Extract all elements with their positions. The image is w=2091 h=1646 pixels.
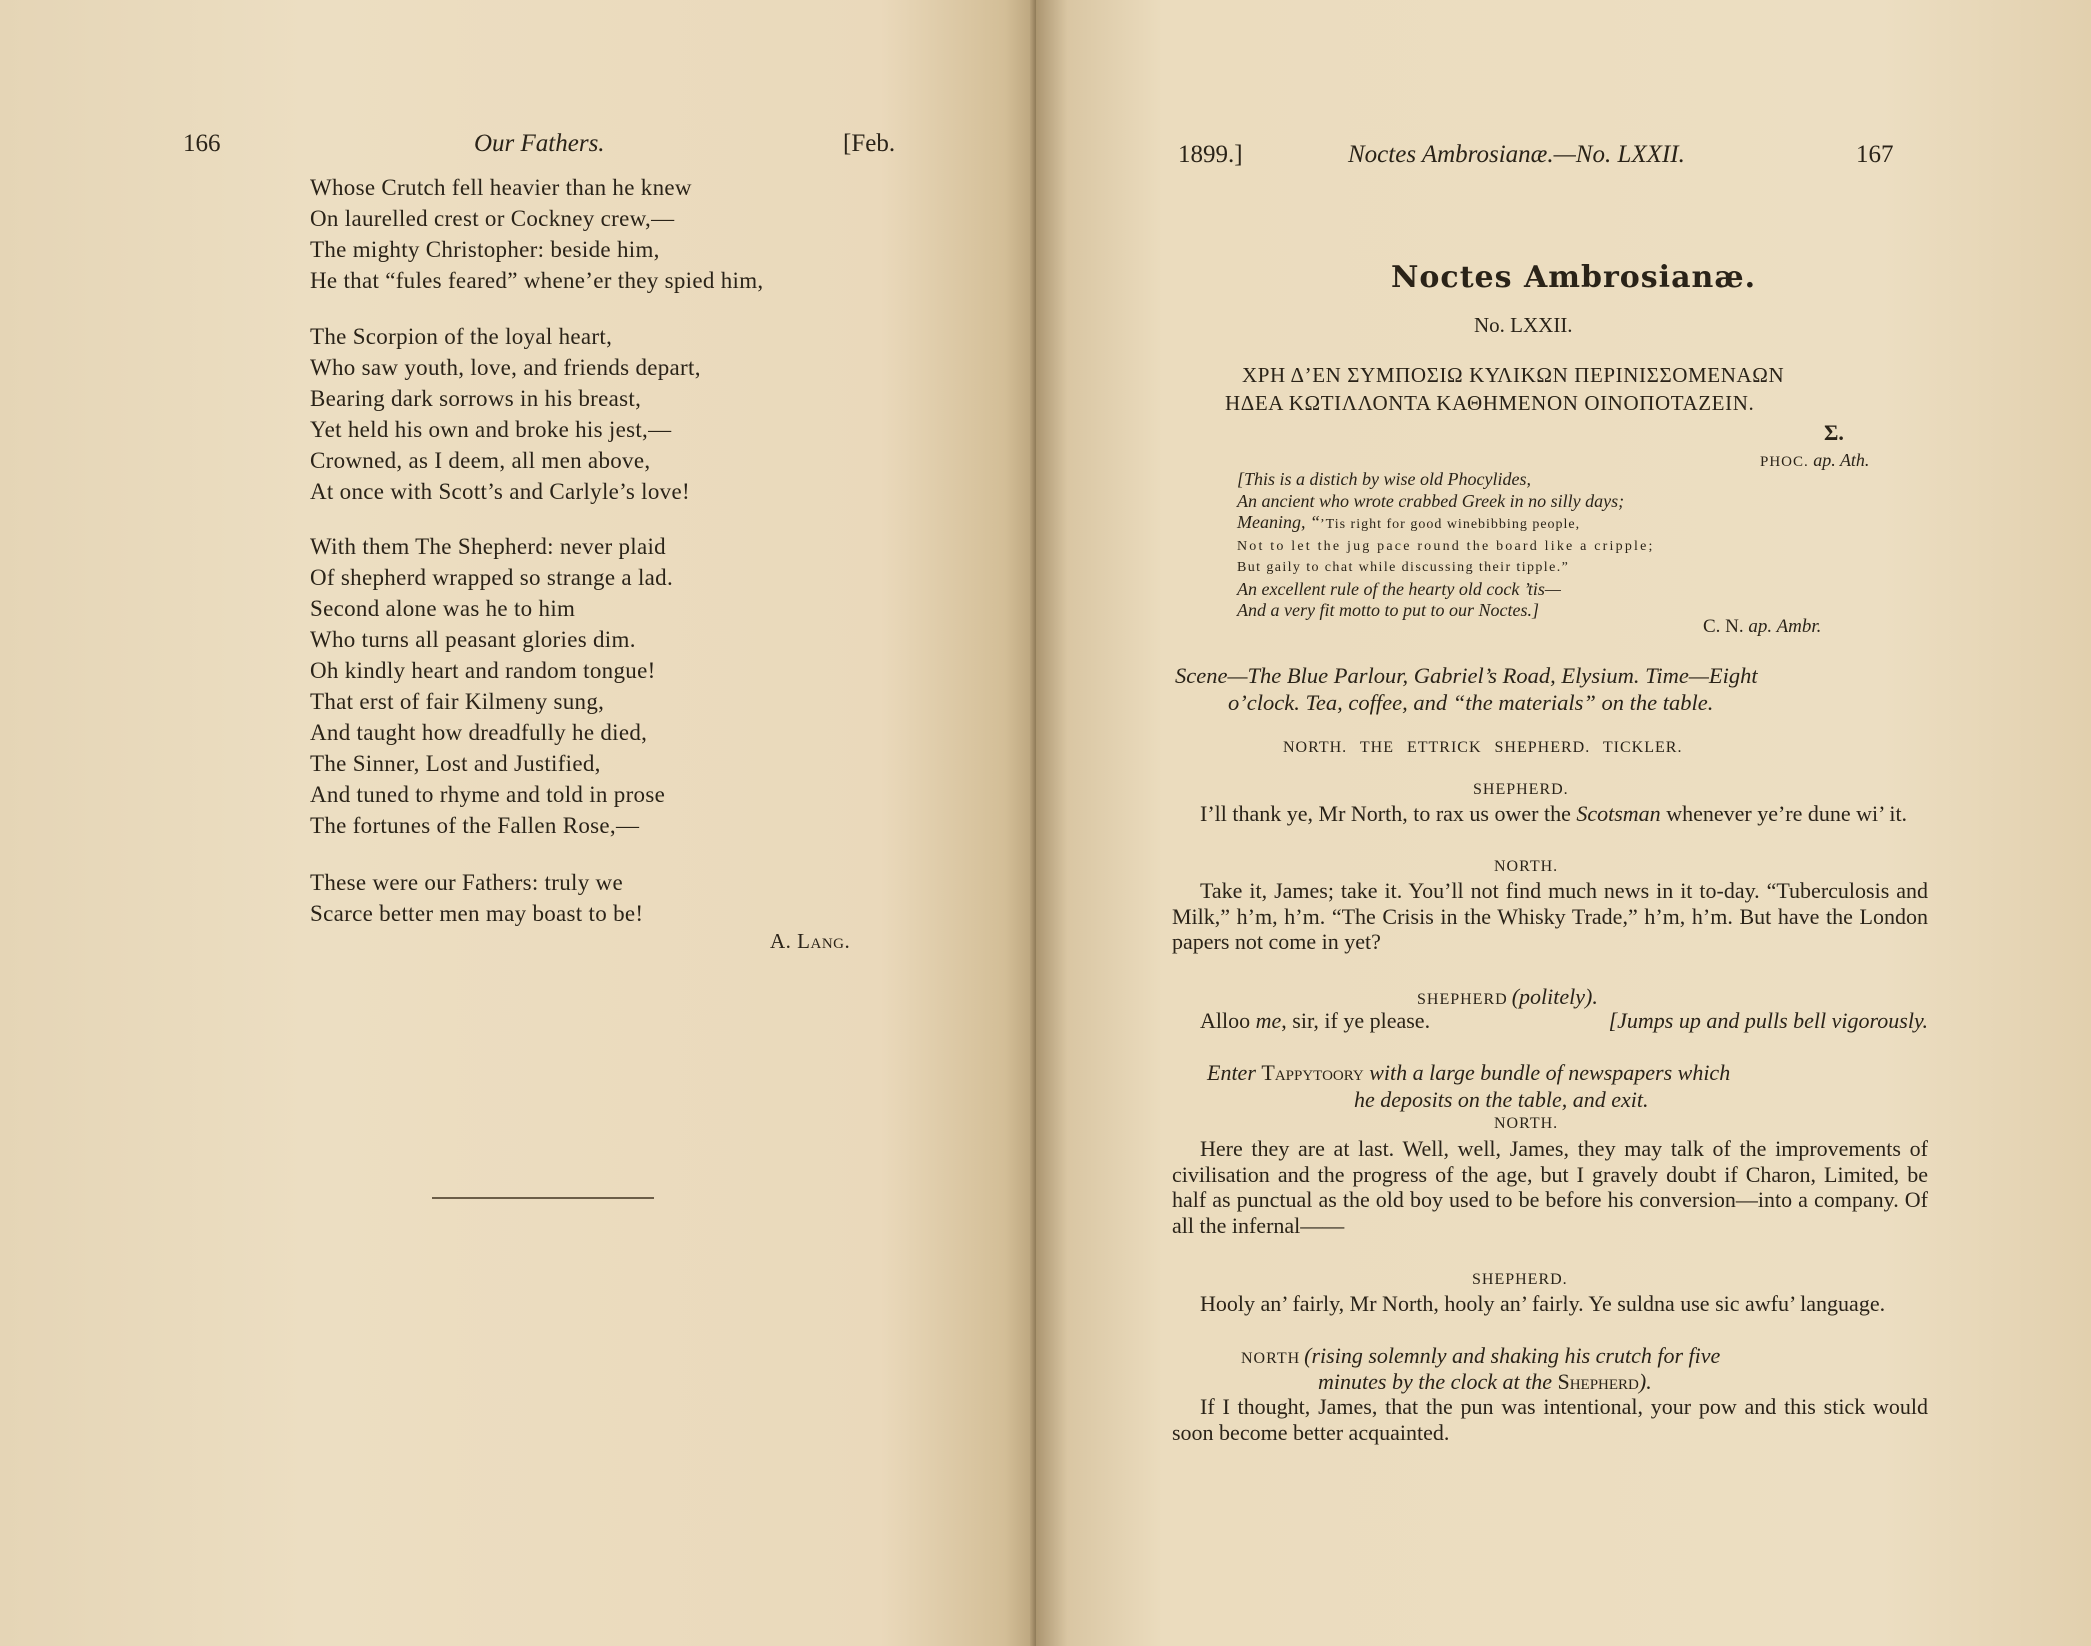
poem-line: On laurelled crest or Cockney crew,—: [310, 206, 675, 231]
epigraph-line: An excellent rule of the hearty old cock ’tis—: [1237, 578, 1561, 599]
epigraph-line: And a very fit motto to put to our Noctes.]: [1237, 600, 1539, 620]
right-running-title: Noctes Ambrosianæ.—No. LXXII.: [1348, 141, 1685, 168]
attribution-north: [1703, 616, 1821, 638]
poem-line: Who turns all peasant glories dim.: [310, 627, 636, 652]
poem-line: Oh kindly heart and random tongue!: [310, 658, 656, 683]
poem-line: The Scorpion of the loyal heart,: [310, 324, 613, 349]
poem-stanza-3: [310, 531, 673, 841]
entrance-text: with a large bundle of newspapers which: [1363, 1060, 1731, 1085]
poem-line: Of shepherd wrapped so strange a lad.: [310, 565, 674, 590]
speech-text-part: whenever ye’re dune wi’ it.: [1660, 801, 1908, 826]
entrance-character: Tappytoory: [1261, 1060, 1364, 1085]
speech-text-part: Alloo: [1200, 1008, 1256, 1033]
entrance-line-2: he deposits on the table, and exit.: [1354, 1087, 1649, 1112]
poem-stanza-2: [310, 321, 701, 507]
speech-text: Hooly an’ fairly, Mr North, hooly an’ fairly. Ye suldna use sic awfu’ language.: [1200, 1291, 1886, 1316]
epigraph-line: Not to let the jug pace round the board like a cripple;: [1237, 538, 1655, 554]
end-rule: [432, 1197, 654, 1199]
left-page: [0, 0, 1036, 1646]
article-title: Noctes Ambrosianæ.: [1391, 260, 1757, 295]
greek-epigraph-line-1: ΧΡΗ Δ’ΕΝ ΣΥΜΠΟΣΙΩ ΚΥΛΙΚΩΝ ΠΕΡΙΝΙΣΣΟΜΕΝΑΩΝ: [1242, 363, 1785, 387]
poem-line: And taught how dreadfully he died,: [310, 720, 648, 745]
poem-line: That erst of fair Kilmeny sung,: [310, 689, 605, 714]
article-number: No. LXXII.: [1474, 313, 1573, 337]
speaker-label: SHEPHERD.: [1473, 781, 1569, 798]
poem-line: Yet held his own and broke his jest,—: [310, 417, 672, 442]
poem-line: The fortunes of the Fallen Rose,—: [310, 813, 640, 838]
scene-line-1: Scene—The Blue Parlour, Gabriel’s Road, Elysium. Time—Eight: [1175, 663, 1758, 688]
speaker-with-direction: [1417, 984, 1598, 1010]
speech-text: [1172, 801, 1928, 827]
poem-line: Who saw youth, love, and friends depart,: [310, 355, 701, 380]
poem-line: Bearing dark sorrows in his breast,: [310, 386, 642, 411]
poem-line: With them The Shepherd: never plaid: [310, 534, 666, 559]
right-page-number: 167: [1856, 141, 1894, 168]
stage-direction-line-2: [1318, 1369, 1652, 1395]
poem-line: The Sinner, Lost and Justified,: [310, 751, 601, 776]
stage-direction-text: minutes by the clock at the: [1318, 1369, 1558, 1394]
poem-line: The mighty Christopher: beside him,: [310, 237, 660, 262]
poem-line: Crowned, as I deem, all men above,: [310, 448, 651, 473]
poem-stanza-1: [310, 172, 763, 296]
epigraph-caps: ’Tis right for good winebibbing people,: [1320, 517, 1581, 532]
english-epigraph: [1237, 469, 1655, 622]
stage-direction-text: ).: [1638, 1369, 1652, 1394]
poem-line: Whose Crutch fell heavier than he knew: [310, 175, 692, 200]
attribution-author: C. N.: [1703, 616, 1744, 637]
dramatis-personae: NORTH. THE ETTRICK SHEPHERD. TICKLER.: [1283, 739, 1683, 756]
poem-line: At once with Scott’s and Carlyle’s love!: [310, 479, 690, 504]
attribution-source: ap. Ath.: [1813, 450, 1870, 470]
entrance-line-1: [1207, 1060, 1730, 1086]
speech-text: Take it, James; take it. You’ll not find much news in it to-day. “Tuberculosis and Milk,” h’m, h’m. “The Crisis in the Whisky Trade,” h’m, h’m. But have the London papers not come in yet?: [1172, 878, 1928, 954]
epigraph-meaning: Meaning, “: [1237, 512, 1320, 532]
speech-text: [1172, 1008, 1928, 1034]
speech-paragraph: [1172, 1136, 1928, 1238]
speech-text-italic: Scotsman: [1576, 801, 1661, 826]
speech-text-part: , sir, if ye please.: [1281, 1008, 1431, 1033]
epigraph-line: An ancient who wrote crabbed Greek in no silly days;: [1237, 490, 1625, 511]
speech-paragraph: [1172, 878, 1928, 955]
poem-line: And tuned to rhyme and told in prose: [310, 782, 666, 807]
speech-paragraph: [1172, 801, 1928, 827]
speech-paragraph: [1172, 1394, 1928, 1445]
right-page: [1036, 0, 2091, 1646]
speaker-label: SHEPHERD.: [1472, 1271, 1568, 1288]
epigraph-line: But gaily to chat while discussing their tipple.”: [1237, 560, 1570, 575]
speaker-label: NORTH.: [1494, 1115, 1559, 1132]
attribution-phocylides: [1760, 450, 1869, 471]
stage-direction: [Jumps up and pulls bell vigorously.: [1608, 1008, 1928, 1033]
epigraph-line: [This is a distich by wise old Phocylides,: [1237, 469, 1531, 489]
speaker-with-direction: [1241, 1343, 1720, 1369]
left-running-title: Our Fathers.: [474, 130, 605, 157]
speaker-label: NORTH.: [1494, 858, 1559, 875]
speech-text: If I thought, James, that the pun was intentional, your pow and this stick would soon become better acquainted.: [1172, 1394, 1928, 1445]
speech-text-part: I’ll thank ye, Mr North, to rax us ower the: [1200, 801, 1577, 826]
poem-signature: A. Lang.: [770, 929, 851, 953]
left-page-number: 166: [183, 130, 221, 157]
poem-line: These were our Fathers: truly we: [310, 870, 623, 895]
speech-text: Here they are at last. Well, well, James, they may talk of the improvements of civilisation and the progress of the age, but I gravely doubt if Charon, Limited, be half as punctual as the old boy used to be before his conversion—into a company. Of all the infernal——: [1172, 1136, 1928, 1238]
speech-text-italic: me: [1255, 1008, 1282, 1033]
speaker-label: SHEPHERD: [1417, 991, 1508, 1008]
attribution-source: ap. Ambr.: [1748, 616, 1822, 637]
stage-direction: (rising solemnly and shaking his crutch for five: [1304, 1343, 1721, 1368]
poem-line: Scarce better men may boast to be!: [310, 901, 644, 926]
right-date-mark: 1899.]: [1178, 141, 1243, 168]
speech-paragraph: [1172, 1291, 1928, 1317]
poem-line: Second alone was he to him: [310, 596, 576, 621]
epigraph-line: [1237, 512, 1655, 536]
stage-direction-character: Shepherd: [1557, 1369, 1639, 1394]
entrance-text: Enter: [1207, 1060, 1262, 1085]
scene-line-2: o’clock. Tea, coffee, and “the materials” on the table.: [1228, 690, 1714, 715]
greek-epigraph-line-2: ΗΔΕΑ ΚΩΤΙΛΛΟΝΤΑ ΚΑΘΗΜΕΝΟΝ ΟΙΝΟΠΟΤΑΖΕΙΝ.: [1225, 391, 1755, 415]
speaker-label: NORTH: [1241, 1350, 1301, 1367]
greek-sigma: Σ.: [1824, 420, 1844, 445]
stage-direction: (politely).: [1511, 984, 1598, 1009]
speech-paragraph: [1172, 1008, 1928, 1034]
left-date-mark: [Feb.: [843, 130, 896, 157]
poem-line: He that “fules feared” whene’er they spied him,: [310, 268, 764, 293]
poem-stanza-4: [310, 867, 643, 929]
attribution-author: PHOC.: [1760, 454, 1809, 470]
